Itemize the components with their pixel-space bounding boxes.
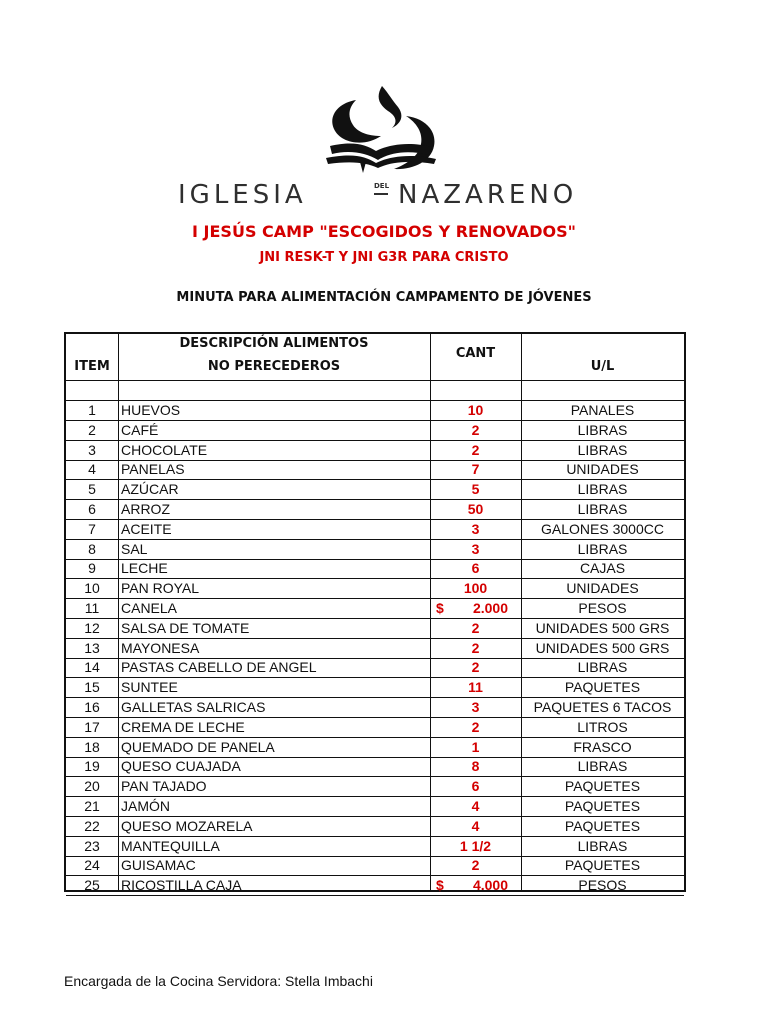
row-item-number: 20 xyxy=(84,778,100,795)
row-item-number: 13 xyxy=(84,639,100,656)
table-row xyxy=(66,678,684,698)
row-quantity: 6 xyxy=(471,778,480,795)
row-unit: PESOS xyxy=(578,600,627,616)
document-title: I JESÚS CAMP "ESCOGIDOS Y RENOVADOS" xyxy=(192,222,576,241)
row-quantity: 1 1/2 xyxy=(459,837,492,854)
row-quantity: 4.000 xyxy=(472,877,508,894)
row-item-number: 6 xyxy=(88,501,96,517)
header-description xyxy=(118,334,431,380)
row-item-number: 14 xyxy=(84,659,100,676)
row-quantity: 7 xyxy=(471,461,480,478)
table-row xyxy=(66,421,684,441)
table-row xyxy=(66,619,684,639)
row-description: RICOSTILLA CAJA xyxy=(121,877,242,894)
food-table xyxy=(64,332,686,892)
row-item-number: 21 xyxy=(84,798,100,814)
row-unit: LIBRAS xyxy=(577,441,628,458)
row-unit: FRASCO xyxy=(573,738,632,755)
table-row xyxy=(66,579,684,599)
row-description: QUEMADO DE PANELA xyxy=(121,738,275,755)
table-row xyxy=(66,876,684,896)
row-unit: GALONES 3000CC xyxy=(541,520,664,537)
row-description: GUISAMAC xyxy=(121,857,196,874)
row-quantity: 2.000 xyxy=(472,600,508,616)
row-description: CREMA DE LECHE xyxy=(121,718,245,735)
row-unit: PAQUETES xyxy=(564,817,641,834)
row-item-number: 3 xyxy=(88,441,96,458)
row-description: CHOCOLATE xyxy=(121,441,208,458)
row-quantity: 1 xyxy=(471,738,480,755)
row-description: AZÚCAR xyxy=(121,481,179,498)
row-quantity: 3 xyxy=(471,699,480,715)
row-description: GALLETAS SALRICAS xyxy=(121,699,266,715)
row-unit: LIBRAS xyxy=(577,659,628,676)
row-item-number: 12 xyxy=(84,619,100,636)
table-row xyxy=(66,520,684,540)
row-item-number: 19 xyxy=(84,758,100,775)
header-description-line2: NO PERECEDEROS xyxy=(207,359,341,374)
row-quantity: 6 xyxy=(471,560,480,577)
table-row xyxy=(66,401,684,421)
row-description: PASTAS CABELLO DE ANGEL xyxy=(121,659,317,676)
church-logo xyxy=(170,78,600,218)
row-item-number: 4 xyxy=(88,461,96,478)
row-description: HUEVOS xyxy=(121,402,181,418)
row-unit: LIBRAS xyxy=(577,501,628,517)
row-quantity: 100 xyxy=(463,580,488,597)
row-description: QUESO CUAJADA xyxy=(121,758,241,775)
row-unit: PAQUETES xyxy=(564,857,641,874)
row-quantity: 4 xyxy=(471,798,480,814)
row-quantity: 2 xyxy=(471,421,480,438)
row-item-number: 18 xyxy=(84,738,100,755)
row-unit: UNIDADES xyxy=(566,580,639,597)
row-quantity: 8 xyxy=(471,758,480,775)
table-row xyxy=(66,639,684,659)
row-item-number: 24 xyxy=(84,857,100,874)
flame-book-icon xyxy=(286,78,466,186)
row-description: PAN TAJADO xyxy=(121,778,207,795)
table-row xyxy=(66,480,684,500)
row-currency-symbol: $ xyxy=(436,877,444,894)
row-quantity: 2 xyxy=(471,619,480,636)
table-row xyxy=(66,658,684,678)
table-row xyxy=(66,777,684,797)
row-unit: LIBRAS xyxy=(577,540,628,557)
row-description: ACEITE xyxy=(121,520,172,537)
header-item: ITEM xyxy=(66,334,119,380)
row-quantity: 5 xyxy=(471,481,480,498)
row-unit: PAQUETES xyxy=(564,778,641,795)
table-row xyxy=(66,500,684,520)
table-row xyxy=(66,817,684,837)
row-unit: PAQUETES 6 TACOS xyxy=(533,699,672,715)
row-unit: LIBRAS xyxy=(577,837,628,854)
table-row xyxy=(66,738,684,758)
table-row xyxy=(66,698,684,718)
row-unit: UNIDADES 500 GRS xyxy=(535,639,670,656)
table-row xyxy=(66,837,684,857)
row-item-number: 1 xyxy=(88,402,96,418)
row-quantity-money xyxy=(436,599,518,618)
row-unit: UNIDADES 500 GRS xyxy=(535,619,670,636)
row-quantity: 10 xyxy=(467,402,484,418)
table-row xyxy=(66,856,684,876)
row-description: MAYONESA xyxy=(121,639,200,656)
row-quantity: 11 xyxy=(468,679,483,696)
header-description-line1: DESCRIPCIÓN ALIMENTOS xyxy=(179,336,369,351)
table-row xyxy=(66,599,684,619)
row-quantity: 4 xyxy=(471,817,480,834)
row-item-number: 22 xyxy=(84,817,100,834)
row-unit: PAQUETES xyxy=(564,798,641,814)
document-minuta-title: MINUTA PARA ALIMENTACIÓN CAMPAMENTO DE JÓVENES xyxy=(176,290,592,305)
row-quantity: 2 xyxy=(471,639,480,656)
row-item-number: 16 xyxy=(84,699,100,715)
row-quantity: 2 xyxy=(471,718,480,735)
logotype-del-line xyxy=(374,193,388,195)
row-item-number: 9 xyxy=(88,560,96,577)
logotype-part-2: NAZARENO xyxy=(398,180,578,210)
logotype-part-1: IGLESIA xyxy=(178,180,307,210)
row-item-number: 5 xyxy=(88,481,96,498)
row-description: MANTEQUILLA xyxy=(121,837,220,854)
row-quantity: 2 xyxy=(471,441,480,458)
row-item-number: 15 xyxy=(84,679,100,696)
row-quantity: 2 xyxy=(471,659,480,676)
row-quantity: 50 xyxy=(467,501,484,517)
row-description: QUESO MOZARELA xyxy=(121,817,253,834)
row-unit: LIBRAS xyxy=(577,421,628,438)
header-cant: CANT xyxy=(430,334,522,380)
row-item-number: 10 xyxy=(84,580,100,597)
row-item-number: 25 xyxy=(84,877,100,894)
row-unit: CAJAS xyxy=(579,560,626,577)
row-currency-symbol: $ xyxy=(436,600,444,616)
row-description: CAFÉ xyxy=(121,421,159,438)
row-item-number: 7 xyxy=(88,520,96,537)
header-unit: U/L xyxy=(590,359,615,374)
row-quantity: 2 xyxy=(471,857,480,874)
table-row xyxy=(66,441,684,461)
row-item-number: 17 xyxy=(84,718,100,735)
row-description: SALSA DE TOMATE xyxy=(121,619,250,636)
logotype-del: DEL xyxy=(374,182,390,190)
row-quantity: 3 xyxy=(471,520,480,537)
table-header-divider xyxy=(66,380,684,381)
row-description: SAL xyxy=(121,540,148,557)
row-unit: LITROS xyxy=(577,718,628,735)
row-description: PAN ROYAL xyxy=(121,580,200,597)
row-quantity: 3 xyxy=(471,540,480,557)
row-description: PANELAS xyxy=(121,461,185,478)
row-item-number: 8 xyxy=(88,540,96,557)
church-name-logotype xyxy=(178,180,588,210)
table-row xyxy=(66,718,684,738)
row-description: LECHE xyxy=(121,560,168,577)
row-quantity-money xyxy=(436,876,518,895)
table-row xyxy=(66,797,684,817)
row-item-number: 23 xyxy=(84,837,100,854)
document-subtitle: JNI RESK-T Y JNI G3R PARA CRISTO xyxy=(259,250,509,265)
row-divider xyxy=(66,895,684,896)
row-unit: PESOS xyxy=(578,877,627,894)
footer-note: Encargada de la Cocina Servidora: Stella Imbachi xyxy=(64,973,373,989)
table-row xyxy=(66,460,684,480)
table-row xyxy=(66,540,684,560)
row-unit: LIBRAS xyxy=(577,481,628,498)
row-description: JAMÓN xyxy=(121,798,170,814)
table-row xyxy=(66,559,684,579)
row-item-number: 2 xyxy=(88,421,96,438)
row-description: SUNTEE xyxy=(121,679,178,696)
row-unit: PAQUETES xyxy=(564,679,641,696)
row-item-number: 11 xyxy=(84,600,100,616)
row-description: ARROZ xyxy=(121,501,170,517)
row-description: CANELA xyxy=(121,600,178,616)
table-row xyxy=(66,757,684,777)
row-unit: UNIDADES xyxy=(566,461,639,478)
row-unit: PANALES xyxy=(570,402,635,418)
row-unit: LIBRAS xyxy=(577,758,628,775)
